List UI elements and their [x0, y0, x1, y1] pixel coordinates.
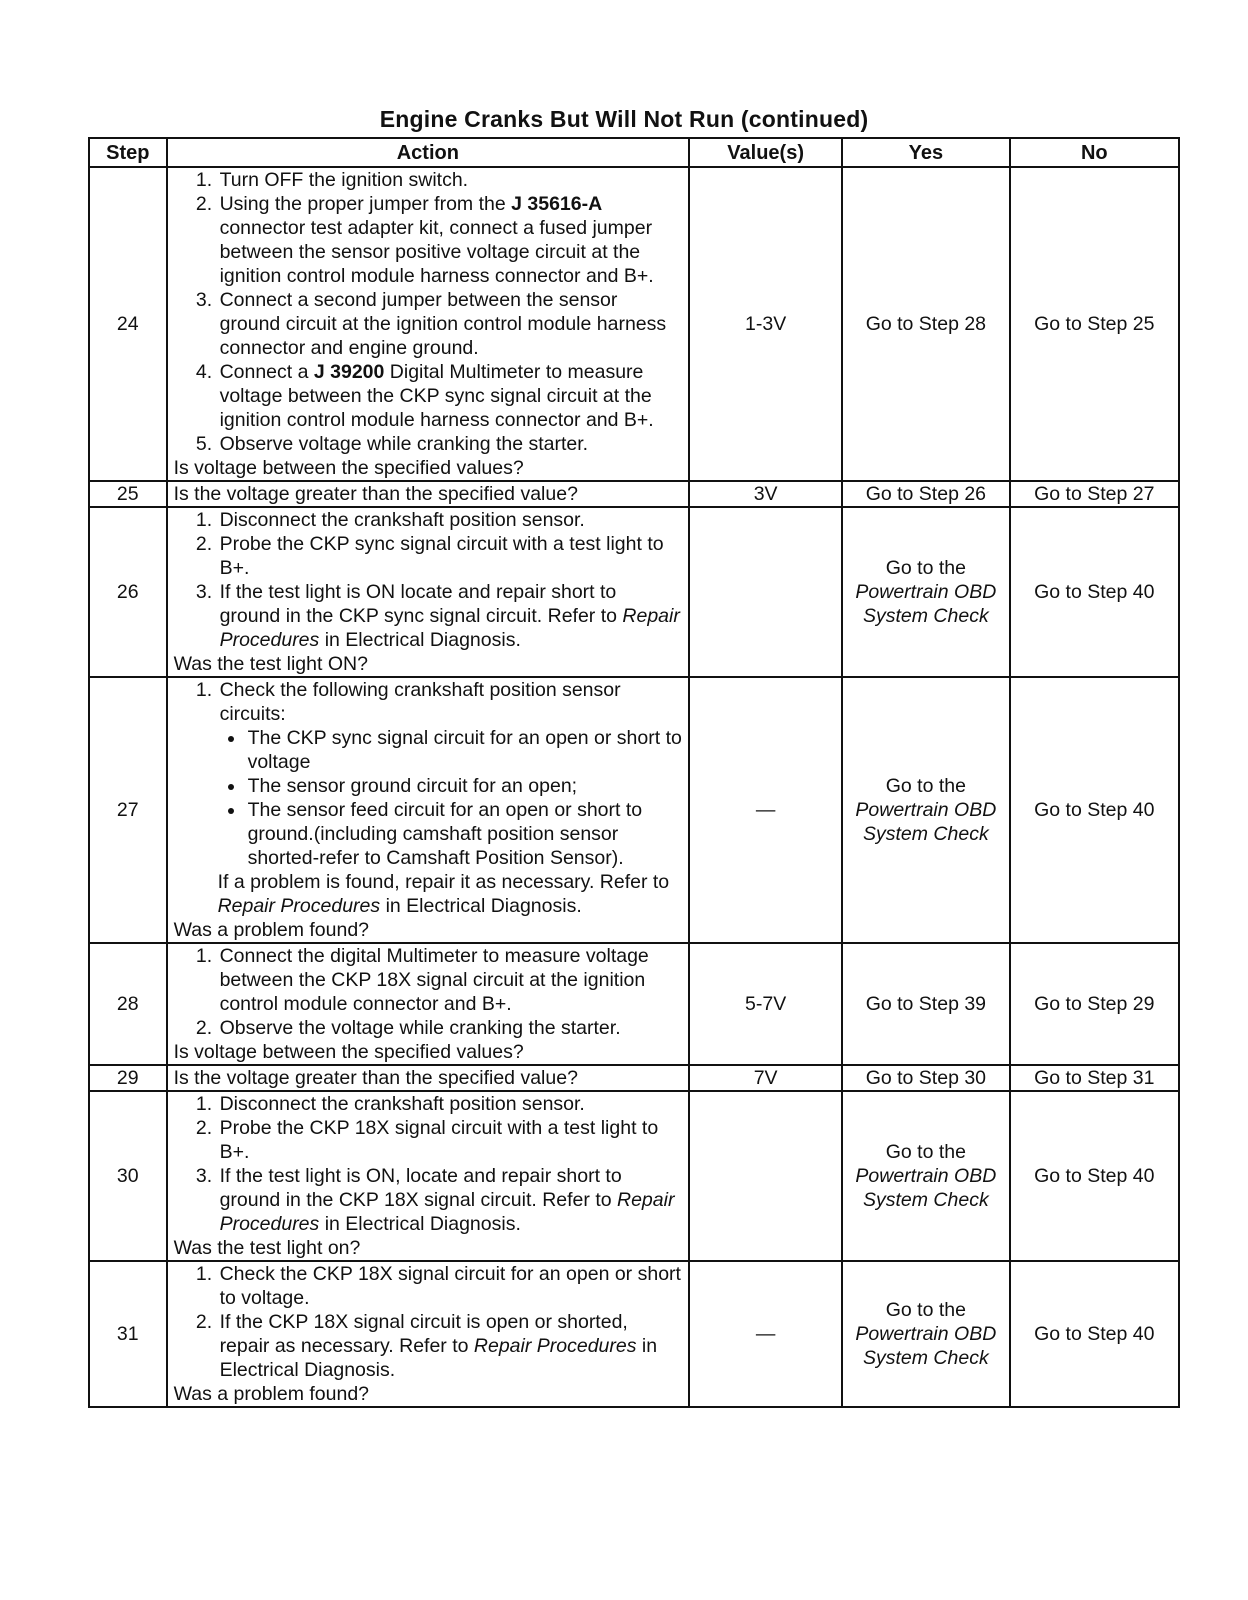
- action-cell: [167, 1091, 690, 1261]
- header-yes: Yes: [842, 138, 1009, 167]
- yes-cell: Go to the Powertrain OBD System Check: [842, 1091, 1009, 1261]
- action-steps-list: [174, 508, 683, 652]
- page-title: Engine Cranks But Will Not Run (continued): [379, 106, 869, 132]
- action-question: Was the test light ON?: [173, 653, 368, 675]
- action-cell: [167, 167, 690, 481]
- action-steps-list: [174, 678, 683, 870]
- step-number: 28: [89, 943, 167, 1065]
- yes-cell: Go to the Powertrain OBD System Check: [842, 507, 1009, 677]
- action-step: 2. Probe the CKP 18X signal circuit with a test light to B+.: [218, 1116, 683, 1164]
- table-row: [89, 1261, 1179, 1407]
- action-step: 1. Connect the digital Multimeter to measure voltage between the CKP 18X signal circuit at the ignition control module connector and B+.: [218, 944, 683, 1016]
- value-cell: —: [689, 1261, 842, 1407]
- no-cell: Go to Step 25: [1010, 167, 1179, 481]
- action-step: 1. Check the CKP 18X signal circuit for an open or short to voltage.: [218, 1262, 683, 1310]
- step-number: 25: [89, 481, 167, 507]
- checklist-item: • The sensor feed circuit for an open or short to ground.(including camshaft position sensor shorted-refer to Camshaft Position Sensor).: [246, 798, 683, 870]
- action-step: 1. Disconnect the crankshaft position sensor.: [218, 508, 683, 532]
- action-step: 2. Using the proper jumper from the J 35616-A connector test adapter kit, connect a fused jumper between the sensor positive voltage circuit at the ignition control module harness connector and B+.: [218, 192, 683, 288]
- table-row: [89, 1065, 1179, 1091]
- step-number: 27: [89, 677, 167, 943]
- action-note: If a problem is found, repair it as necessary. Refer to Repair Procedures in Electrical Diagnosis.: [217, 871, 670, 917]
- action-step: 3. Connect a second jumper between the sensor ground circuit at the ignition control module harness connector and engine ground.: [218, 288, 683, 360]
- no-cell: Go to Step 31: [1010, 1065, 1179, 1091]
- action-cell: [167, 481, 690, 507]
- diagnostic-table: [88, 137, 1180, 1408]
- value-cell: [689, 507, 842, 677]
- header-values: Value(s): [689, 138, 842, 167]
- action-cell: [167, 1065, 690, 1091]
- action-question: Was a problem found?: [173, 1383, 370, 1405]
- circuit-checklist: [220, 726, 683, 870]
- step-number: 24: [89, 167, 167, 481]
- action-question: Is the voltage greater than the specified value?: [173, 1067, 578, 1089]
- no-cell: Go to Step 29: [1010, 943, 1179, 1065]
- value-cell: —: [689, 677, 842, 943]
- step-number: 26: [89, 507, 167, 677]
- value-cell: 5-7V: [689, 943, 842, 1065]
- action-step: 1. Disconnect the crankshaft position sensor.: [218, 1092, 683, 1116]
- checklist-item: • The sensor ground circuit for an open;: [246, 774, 683, 798]
- action-question: Is voltage between the specified values?: [173, 1041, 524, 1063]
- table-row: [89, 167, 1179, 481]
- action-question: Is the voltage greater than the specified value?: [173, 483, 578, 505]
- yes-cell: Go to the Powertrain OBD System Check: [842, 677, 1009, 943]
- table-row: [89, 1091, 1179, 1261]
- action-steps-list: [174, 944, 683, 1040]
- action-cell: [167, 943, 690, 1065]
- value-cell: [689, 1091, 842, 1261]
- header-no: No: [1010, 138, 1179, 167]
- action-step: 2. Observe the voltage while cranking the starter.: [218, 1016, 683, 1040]
- yes-cell: Go to Step 26: [842, 481, 1009, 507]
- table-row: [89, 677, 1179, 943]
- yes-cell: Go to Step 39: [842, 943, 1009, 1065]
- value-cell: 7V: [689, 1065, 842, 1091]
- header-step: Step: [89, 138, 167, 167]
- step-number: 30: [89, 1091, 167, 1261]
- step-number: 31: [89, 1261, 167, 1407]
- header-action: Action: [167, 138, 690, 167]
- action-question: Was the test light on?: [173, 1237, 361, 1259]
- table-row: [89, 481, 1179, 507]
- action-step: 1. Check the following crankshaft position sensor circuits: • The CKP sync signal circuit for an open or short to voltage • The sensor ground circuit for an open; • The sensor feed circuit for an open or short to ground.(including camshaft position sensor shorted-refer to Camshaft Position Sensor).: [218, 678, 683, 870]
- checklist-item: • The CKP sync signal circuit for an open or short to voltage: [246, 726, 683, 774]
- table-row: [89, 943, 1179, 1065]
- header-row: [89, 138, 1179, 167]
- step-number: 29: [89, 1065, 167, 1091]
- action-step: 3. If the test light is ON, locate and repair short to ground in the CKP 18X signal circuit. Refer to Repair Procedures in Electrical Diagnosis.: [218, 1164, 683, 1236]
- no-cell: Go to Step 27: [1010, 481, 1179, 507]
- action-step: 3. If the test light is ON locate and repair short to ground in the CKP sync signal circuit. Refer to Repair Procedures in Electrical Diagnosis.: [218, 580, 683, 652]
- action-step: 5. Observe voltage while cranking the starter.: [218, 432, 683, 456]
- action-steps-list: [174, 1262, 683, 1382]
- action-question: Was a problem found?: [173, 919, 370, 941]
- action-cell: [167, 677, 690, 943]
- no-cell: Go to Step 40: [1010, 1091, 1179, 1261]
- yes-cell: Go to Step 28: [842, 167, 1009, 481]
- action-step: 2. If the CKP 18X signal circuit is open or shorted, repair as necessary. Refer to Repair Procedures in Electrical Diagnosis.: [218, 1310, 683, 1382]
- value-cell: 1-3V: [689, 167, 842, 481]
- yes-cell: Go to Step 30: [842, 1065, 1009, 1091]
- no-cell: Go to Step 40: [1010, 1261, 1179, 1407]
- action-step: 2. Probe the CKP sync signal circuit with a test light to B+.: [218, 532, 683, 580]
- action-step: 4. Connect a J 39200 Digital Multimeter to measure voltage between the CKP sync signal circuit at the ignition control module harness connector and B+.: [218, 360, 683, 432]
- table-row: [89, 507, 1179, 677]
- action-cell: [167, 1261, 690, 1407]
- no-cell: Go to Step 40: [1010, 507, 1179, 677]
- action-steps-list: [174, 1092, 683, 1236]
- action-question: Is voltage between the specified values?: [173, 457, 524, 479]
- action-steps-list: [174, 168, 683, 456]
- action-cell: [167, 507, 690, 677]
- no-cell: Go to Step 40: [1010, 677, 1179, 943]
- action-step: 1. Turn OFF the ignition switch.: [218, 168, 683, 192]
- yes-cell: Go to the Powertrain OBD System Check: [842, 1261, 1009, 1407]
- value-cell: 3V: [689, 481, 842, 507]
